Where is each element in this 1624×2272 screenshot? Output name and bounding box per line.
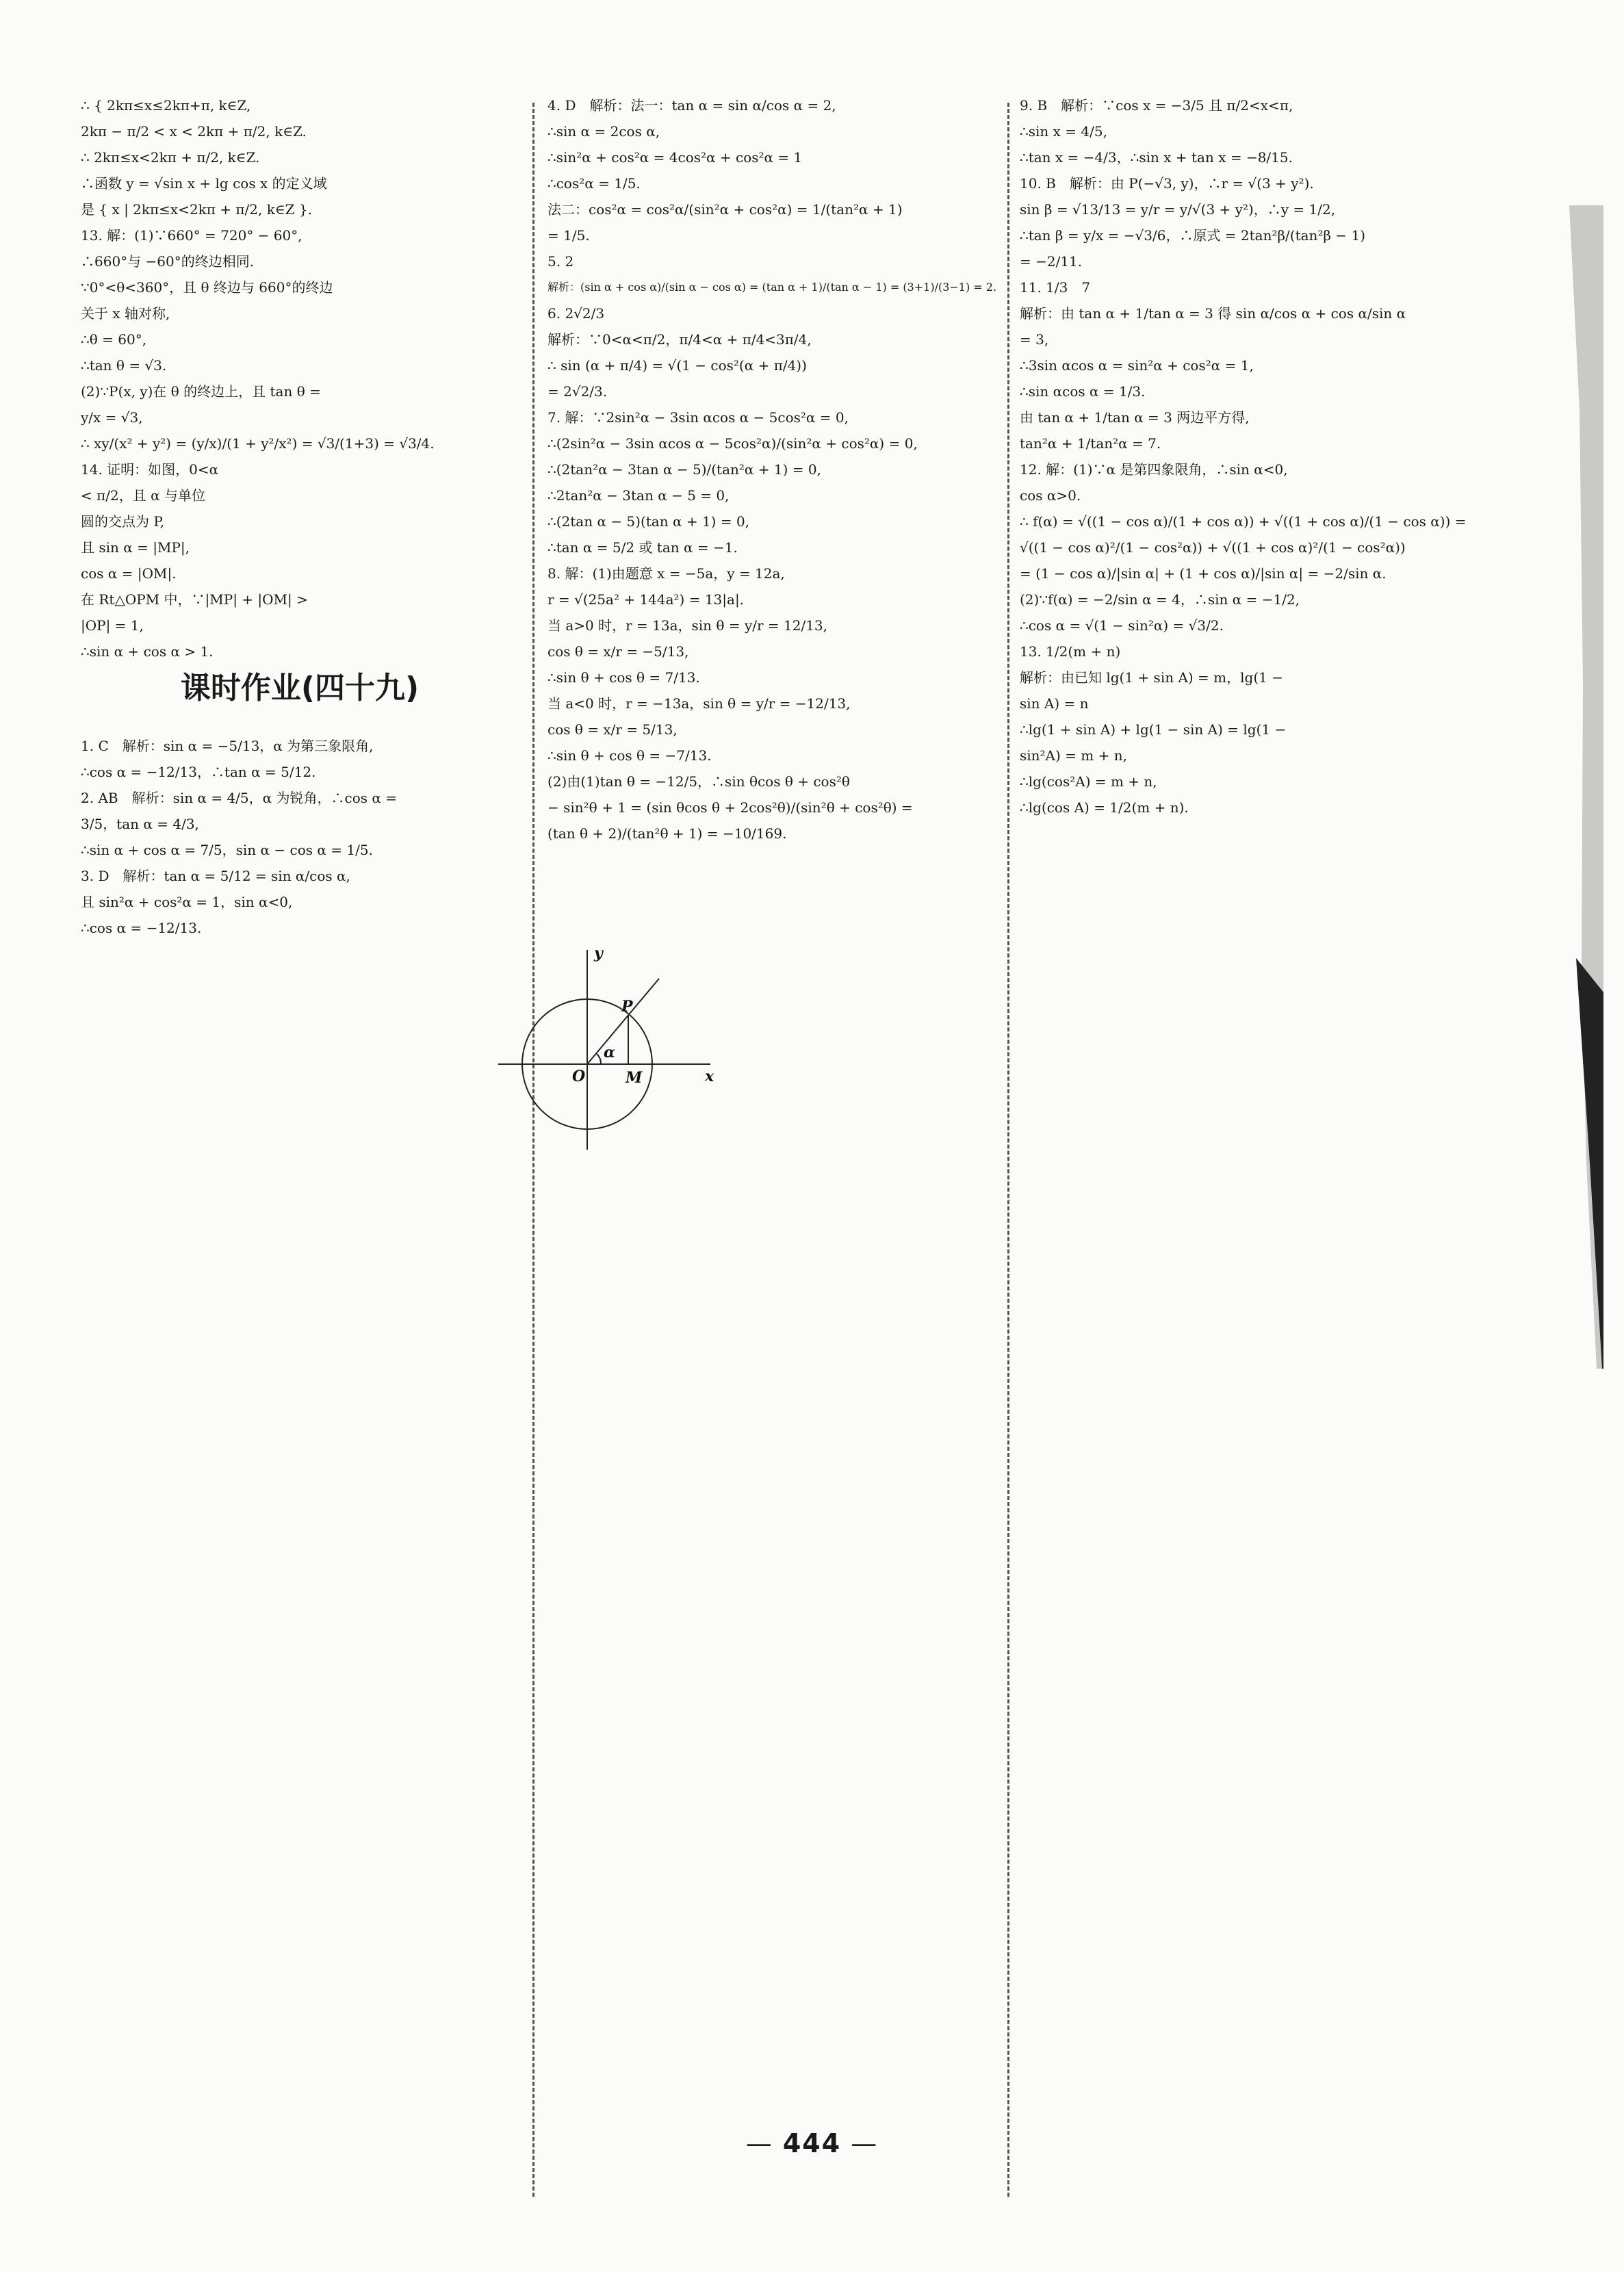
text-line: 解析：由已知 lg(1 + sin A) = m，lg(1 −: [1020, 669, 1283, 686]
text-line: ∴cos α = −12/13.: [81, 920, 202, 936]
text-line: ∴sin αcos α = 1/3.: [1020, 383, 1146, 400]
text-line: sin β = √13/13 = y/r = y/√(3 + y²)，∴y = 1/2,: [1020, 201, 1336, 218]
column-1-lines: [81, 96, 519, 661]
text-line: 2kπ − π/2 < x < 2kπ + π/2, k∈Z.: [81, 123, 307, 140]
text-line: = (1 − cos α)/|sin α| + (1 + cos α)/|sin α| = −2/sin α.: [1020, 565, 1387, 582]
text-line: tan²α + 1/tan²α = 7.: [1020, 435, 1161, 452]
text-line: < π/2，且 α 与单位: [81, 487, 205, 504]
text-line: ∴lg(cos²A) = m + n,: [1020, 773, 1157, 790]
text-line: ∴tan α = 5/2 或 tan α = −1.: [547, 539, 738, 556]
text-line: √((1 − cos α)²/(1 − cos²α)) + √((1 + cos α)²/(1 − cos²α)): [1020, 539, 1406, 556]
text-line: (2)∵f(α) = −2/sin α = 4，∴sin α = −1/2,: [1020, 591, 1300, 608]
text-line: 是 { x | 2kπ≤x<2kπ + π/2, k∈Z }.: [81, 201, 312, 218]
point-M-label: M: [626, 1069, 643, 1087]
text-line: cos α = |OM|.: [81, 565, 177, 582]
text-line: ∴tan θ = √3.: [81, 357, 167, 374]
text-line: ∴(2tan²α − 3tan α − 5)/(tan²α + 1) = 0,: [547, 461, 821, 478]
text-line: ∴660°与 −60°的终边相同.: [81, 253, 255, 270]
text-line: ∴2tan²α − 3tan α − 5 = 0,: [547, 487, 730, 504]
text-line: ∴sin θ + cos θ = −7/13.: [547, 747, 712, 764]
text-line: 由 tan α + 1/tan α = 3 两边平方得,: [1020, 409, 1250, 426]
text-line: 13. 1/2(m + n): [1020, 643, 1121, 660]
text-line: 3. D 解析：tan α = 5/12 = sin α/cos α,: [81, 868, 350, 884]
text-line: ∴tan x = −4/3，∴sin x + tan x = −8/15.: [1020, 149, 1293, 166]
text-line: ∴cos²α = 1/5.: [547, 175, 641, 192]
text-line: ∴函数 y = √sin x + lg cos x 的定义域: [81, 175, 327, 192]
text-line: 当 a<0 时，r = −13a，sin θ = y/r = −12/13,: [547, 695, 851, 712]
text-line: ∴(2tan α − 5)(tan α + 1) = 0,: [547, 513, 750, 530]
text-line: 7. 解：∵2sin²α − 3sin αcos α − 5cos²α = 0,: [547, 409, 849, 426]
text-line: 圆的交点为 P,: [81, 513, 165, 530]
text-line: 解析：∵0<α<π/2，π/4<α + π/4<3π/4,: [547, 331, 812, 348]
text-line: |OP| = 1,: [81, 617, 144, 634]
text-line: 14. 证明：如图，0<α: [81, 461, 219, 478]
text-line: 且 sin²α + cos²α = 1，sin α<0,: [81, 894, 293, 910]
text-line: ∴3sin αcos α = sin²α + cos²α = 1,: [1020, 357, 1254, 374]
text-line: ∴ f(α) = √((1 − cos α)/(1 + cos α)) + √((1 + cos α)/(1 − cos α)) =: [1020, 513, 1467, 530]
text-line: 5. 2: [547, 253, 574, 270]
text-line: ∴ 2kπ≤x<2kπ + π/2, k∈Z.: [81, 149, 260, 166]
text-line: 9. B 解析：∵cos x = −3/5 且 π/2<x<π,: [1020, 97, 1293, 114]
column-2: [547, 96, 999, 2183]
x-axis-label: x: [705, 1068, 714, 1085]
text-line: sin²A) = m + n,: [1020, 747, 1127, 764]
text-line: = 2√2/3.: [547, 383, 608, 400]
text-line: 解析：(sin α + cos α)/(sin α − cos α) = (tan α + 1)/(tan α − 1) = (3+1)/(3−1) = 2.: [547, 281, 997, 294]
text-line: 12. 解：(1)∵α 是第四象限角，∴sin α<0,: [1020, 461, 1288, 478]
text-line: 且 sin α = |MP|,: [81, 539, 190, 556]
text-line: = 3,: [1020, 331, 1049, 348]
text-line: ∴cos α = −12/13，∴tan α = 5/12.: [81, 764, 316, 780]
text-line: 3/5，tan α = 4/3,: [81, 816, 199, 832]
text-line: ∴ xy/(x² + y²) = (y/x)/(1 + y²/x²) = √3/(1+3) = √3/4.: [81, 435, 435, 452]
text-line: (2)由(1)tan θ = −12/5，∴sin θcos θ + cos²θ: [547, 773, 850, 790]
text-line: ∴lg(cos A) = 1/2(m + n).: [1020, 799, 1189, 816]
text-line: ∴ { 2kπ≤x≤2kπ+π, k∈Z,: [81, 97, 251, 114]
text-line: cos α>0.: [1020, 487, 1081, 504]
text-line: ∴lg(1 + sin A) + lg(1 − sin A) = lg(1 −: [1020, 721, 1287, 738]
text-line: ∴cos α = √(1 − sin²α) = √3/2.: [1020, 617, 1224, 634]
text-line: 6. 2√2/3: [547, 305, 605, 322]
text-line: y/x = √3,: [81, 409, 143, 426]
text-line: ∴sin²α + cos²α = 4cos²α + cos²α = 1: [547, 149, 803, 166]
page-edge-shadow: [1528, 205, 1603, 1369]
text-line: cos θ = x/r = 5/13,: [547, 721, 678, 738]
text-line: cos θ = x/r = −5/13,: [547, 643, 689, 660]
text-line: 4. D 解析：法一：tan α = sin α/cos α = 2,: [547, 97, 836, 114]
text-line: = −2/11.: [1020, 253, 1083, 270]
text-line: 在 Rt△OPM 中，∵|MP| + |OM| >: [81, 591, 308, 608]
column-1-lines-after: [81, 736, 519, 938]
text-line: 解析：由 tan α + 1/tan α = 3 得 sin α/cos α + cos α/sin α: [1020, 305, 1406, 322]
angle-label: α: [604, 1044, 615, 1061]
column-3: [1020, 96, 1512, 2183]
text-line: ∴sin x = 4/5,: [1020, 123, 1107, 140]
text-line: ∴sin α + cos α = 7/5，sin α − cos α = 1/5.: [81, 842, 373, 858]
text-line: 关于 x 轴对称,: [81, 305, 170, 322]
text-line: 8. 解：(1)由题意 x = −5a，y = 12a,: [547, 565, 785, 582]
text-line: 1. C 解析：sin α = −5/13，α 为第三象限角,: [81, 738, 374, 754]
text-line: 当 a>0 时，r = 13a，sin θ = y/r = 12/13,: [547, 617, 828, 634]
text-line: ∵0°<θ<360°，且 θ 终边与 660°的终边: [81, 279, 333, 296]
text-line: 10. B 解析：由 P(−√3, y)，∴r = √(3 + y²).: [1020, 175, 1314, 192]
text-line: r = √(25a² + 144a²) = 13|a|.: [547, 591, 745, 608]
point-P-label: P: [621, 998, 633, 1016]
page-number: — 444 —: [0, 2128, 1624, 2158]
text-line: ∴sin θ + cos θ = 7/13.: [547, 669, 700, 686]
text-line: (tan θ + 2)/(tan²θ + 1) = −10/169.: [547, 825, 787, 842]
column-divider: [1007, 103, 1009, 2197]
y-axis-label: y: [594, 944, 603, 962]
text-line: (2)∵P(x, y)在 θ 的终边上，且 tan θ =: [81, 383, 321, 400]
text-line: ∴sin α = 2cos α,: [547, 123, 660, 140]
text-line: 11. 1/3 7: [1020, 279, 1091, 296]
column-divider: [532, 103, 534, 2197]
text-line: 13. 解：(1)∵660° = 720° − 60°,: [81, 227, 302, 244]
text-line: ∴(2sin²α − 3sin αcos α − 5cos²α)/(sin²α + cos²α) = 0,: [547, 435, 918, 452]
text-line: − sin²θ + 1 = (sin θcos θ + 2cos²θ)/(sin²θ + cos²θ) =: [547, 799, 913, 816]
text-line: sin A) = n: [1020, 695, 1089, 712]
section-title: 课时作业(四十九): [180, 671, 420, 706]
text-line: ∴θ = 60°,: [81, 331, 147, 348]
text-line: ∴sin α + cos α > 1.: [81, 643, 214, 660]
text-line: ∴ sin (α + π/4) = √(1 − cos²(α + π/4)): [547, 357, 807, 374]
text-line: 法二：cos²α = cos²α/(sin²α + cos²α) = 1/(tan²α + 1): [547, 201, 903, 218]
text-line: 2. AB 解析：sin α = 4/5，α 为锐角，∴cos α =: [81, 790, 397, 806]
text-line: = 1/5.: [547, 227, 590, 244]
point-O-label: O: [572, 1068, 586, 1085]
text-line: ∴tan β = y/x = −√3/6，∴原式 = 2tan²β/(tan²β − 1): [1020, 227, 1366, 244]
